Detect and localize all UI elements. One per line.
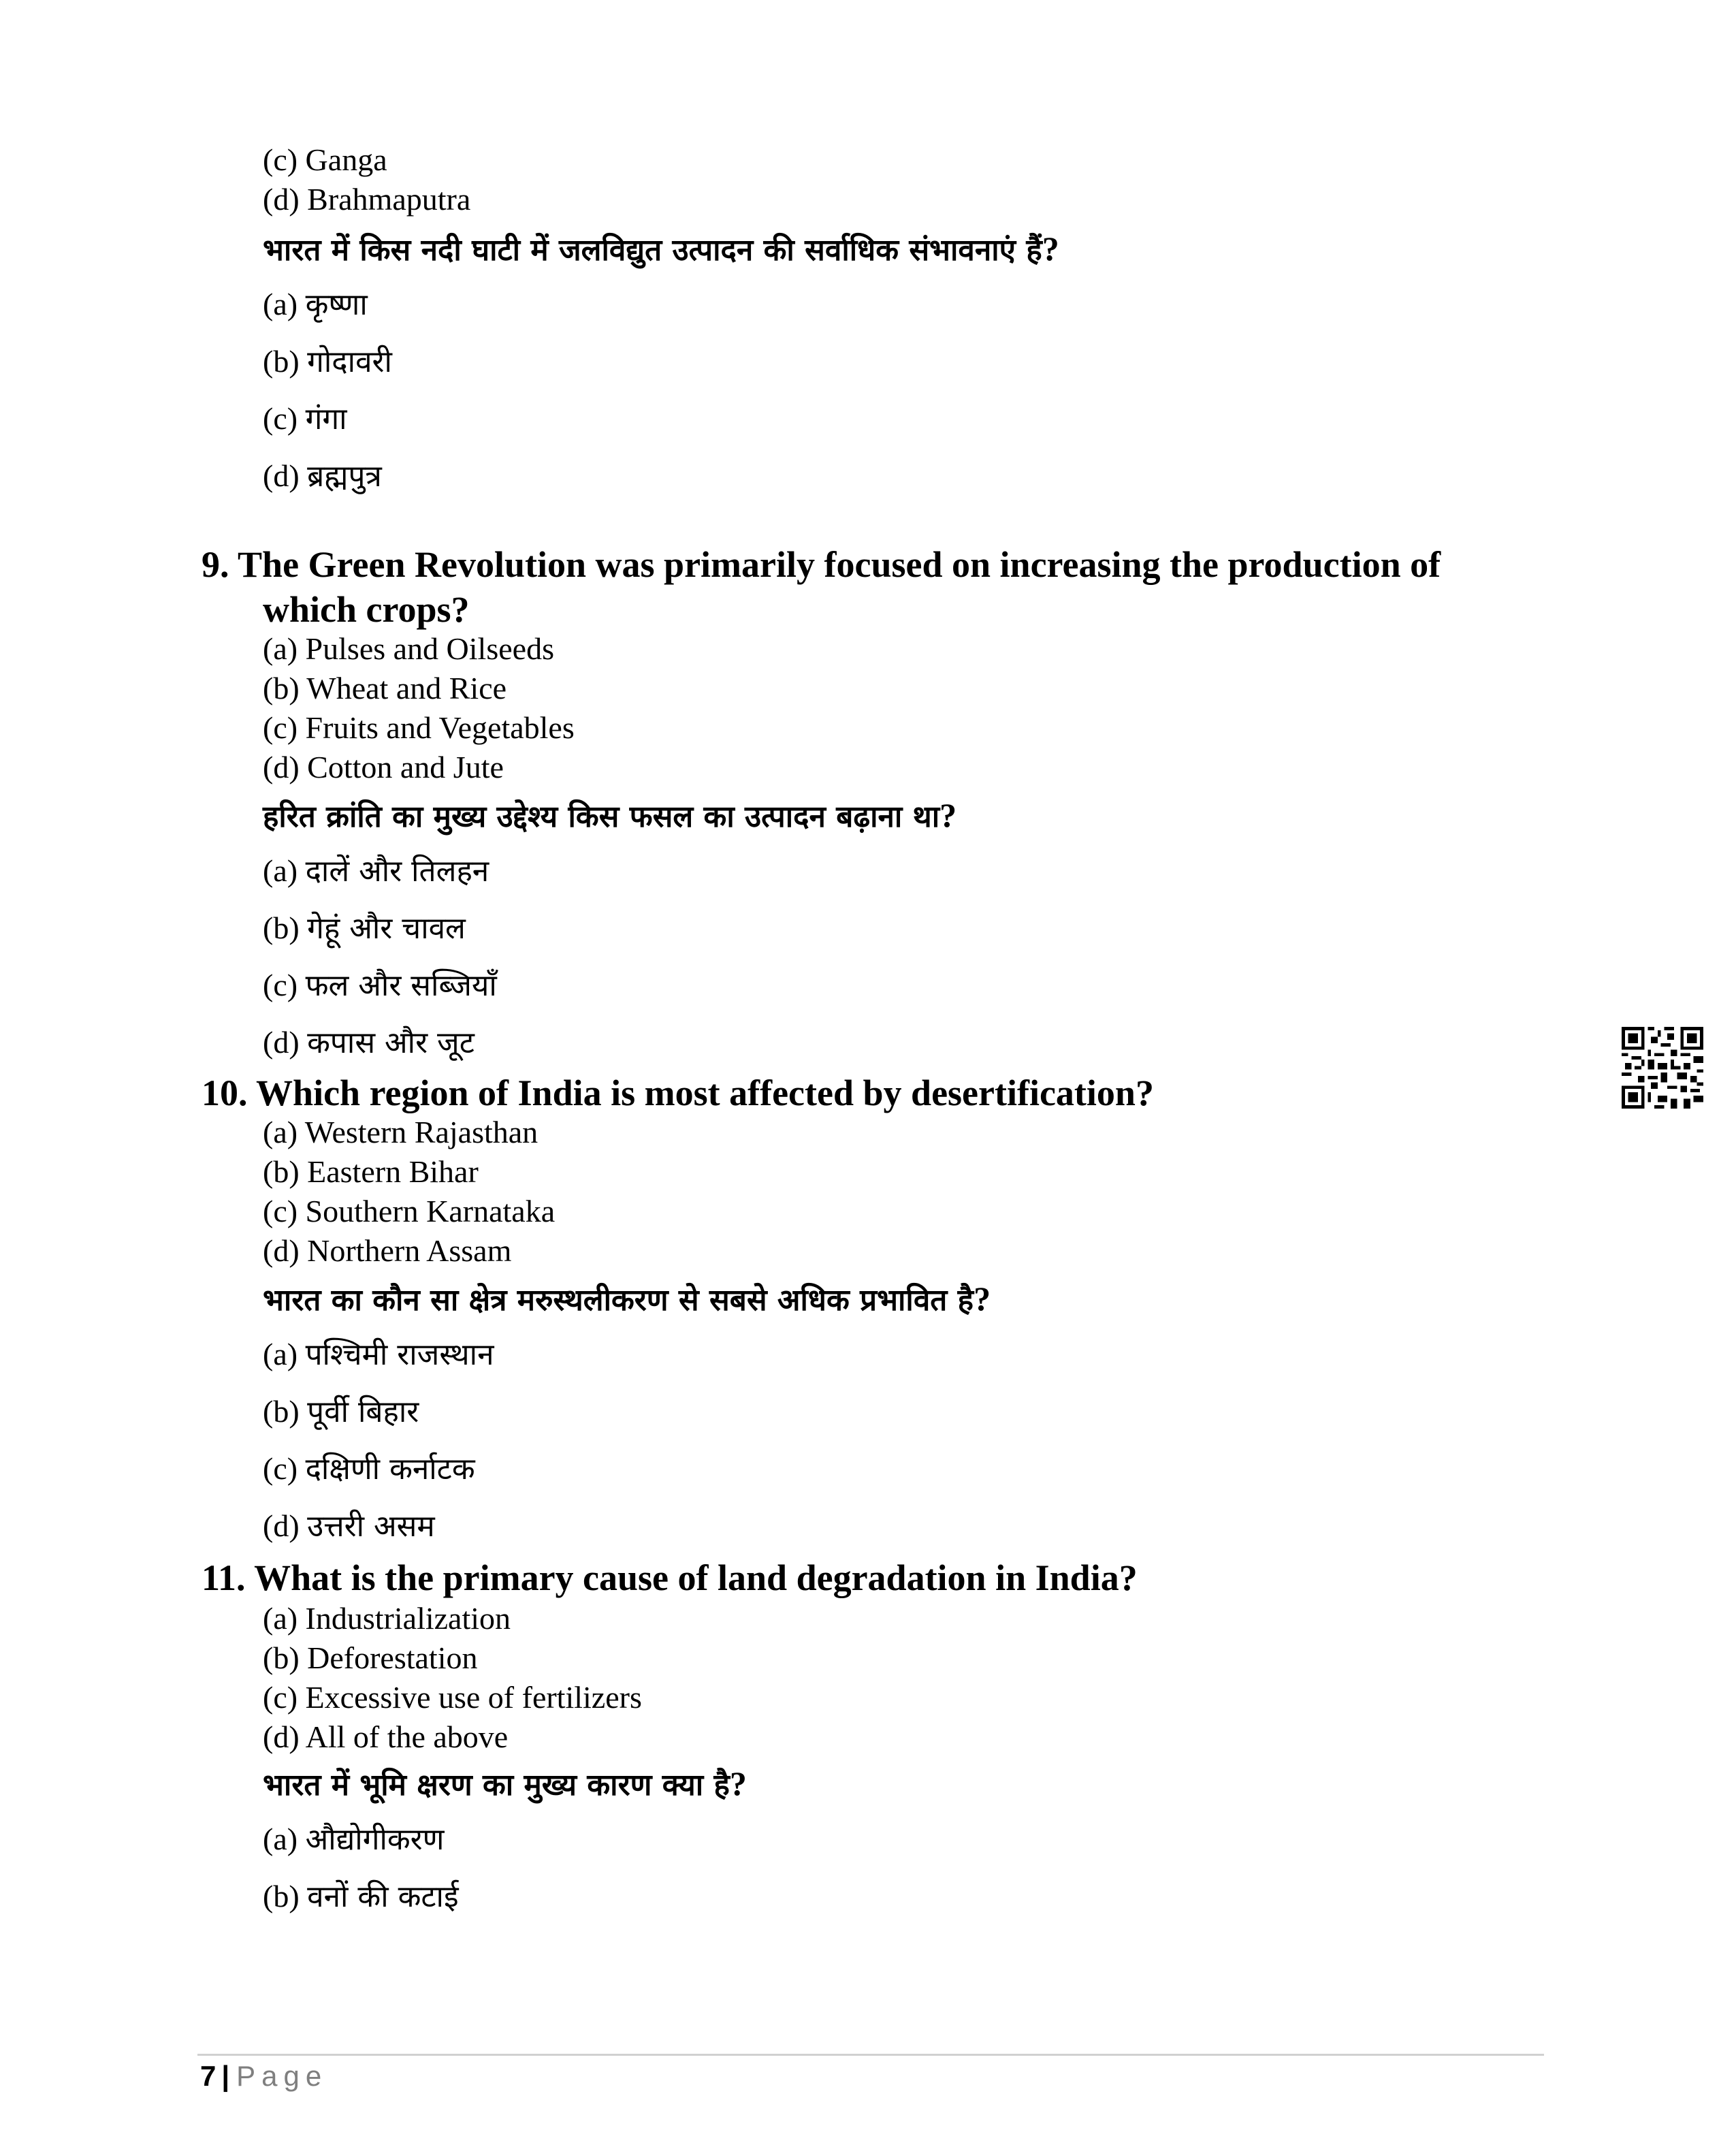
q8-option-a-hi: (a) कृष्णा [263,287,368,322]
q8-option-c-hi: (c) गंगा [263,401,347,436]
q9-question-en: 9. The Green Revolution was primarily focused on increasing the production of [202,544,1441,585]
q9-question-en-cont: which crops? [263,589,470,630]
q8-option-c-en: (c) Ganga [263,142,387,177]
q11-question-en: 11. What is the primary cause of land degradation in India? [202,1557,1138,1598]
q9-question-hi: हरित क्रांति का मुख्य उद्देश्य किस फसल का उत्पादन बढ़ाना था? [263,796,957,834]
q9-option-c-hi: (c) फल और सब्जियाँ [263,968,497,1003]
page-footer [200,2062,327,2091]
q9-option-c-en: (c) Fruits and Vegetables [263,710,575,745]
footer-divider [197,2054,1544,2056]
q10-option-c-hi: (c) दक्षिणी कर्नाटक [263,1451,475,1487]
q9-option-d-hi: (d) कपास और जूट [263,1025,475,1060]
q9-option-b-en: (b) Wheat and Rice [263,671,507,705]
q11-option-b-hi: (b) वनों की कटाई [263,1879,459,1914]
q9-option-a-en: (a) Pulses and Oilseeds [263,631,554,666]
q10-question-hi: भारत का कौन सा क्षेत्र मरुस्थलीकरण से सबसे अधिक प्रभावित है? [263,1280,991,1318]
q10-option-c-en: (c) Southern Karnataka [263,1194,556,1228]
page-label: Page [236,2060,328,2092]
q11-option-a-en: (a) Industrialization [263,1601,511,1636]
q8-option-b-hi: (b) गोदावरी [263,344,392,379]
qr-code-icon [1622,1027,1703,1109]
q10-option-a-hi: (a) पश्चिमी राजस्थान [263,1337,494,1372]
q10-option-b-en: (b) Eastern Bihar [263,1154,479,1189]
q10-question-en: 10. Which region of India is most affected by desertification? [202,1072,1154,1113]
q10-option-a-en: (a) Western Rajasthan [263,1115,539,1149]
q11-option-a-hi: (a) औद्योगीकरण [263,1822,445,1857]
q11-question-hi: भारत में भूमि क्षरण का मुख्य कारण क्या है? [263,1764,747,1802]
page-number: 7 [200,2060,216,2092]
q11-option-b-en: (b) Deforestation [263,1640,478,1675]
q9-option-b-hi: (b) गेहूं और चावल [263,910,466,946]
q9-option-a-hi: (a) दालें और तिलहन [263,853,489,889]
footer-separator: | [221,2060,230,2092]
q9-option-d-en: (d) Cotton and Jute [263,750,504,784]
q11-option-d-en: (d) All of the above [263,1719,509,1754]
q11-option-c-en: (c) Excessive use of fertilizers [263,1680,642,1715]
q10-option-d-hi: (d) उत्तरी असम [263,1508,435,1544]
q10-option-b-hi: (b) पूर्वी बिहार [263,1394,419,1429]
q8-option-d-en: (d) Brahmaputra [263,182,471,217]
q8-option-d-hi: (d) ब्रह्मपुत्र [263,458,382,494]
q8-question-hi: भारत में किस नदी घाटी में जलविद्युत उत्पादन की सर्वाधिक संभावनाएं हैं? [263,229,1059,268]
q10-option-d-en: (d) Northern Assam [263,1233,512,1268]
